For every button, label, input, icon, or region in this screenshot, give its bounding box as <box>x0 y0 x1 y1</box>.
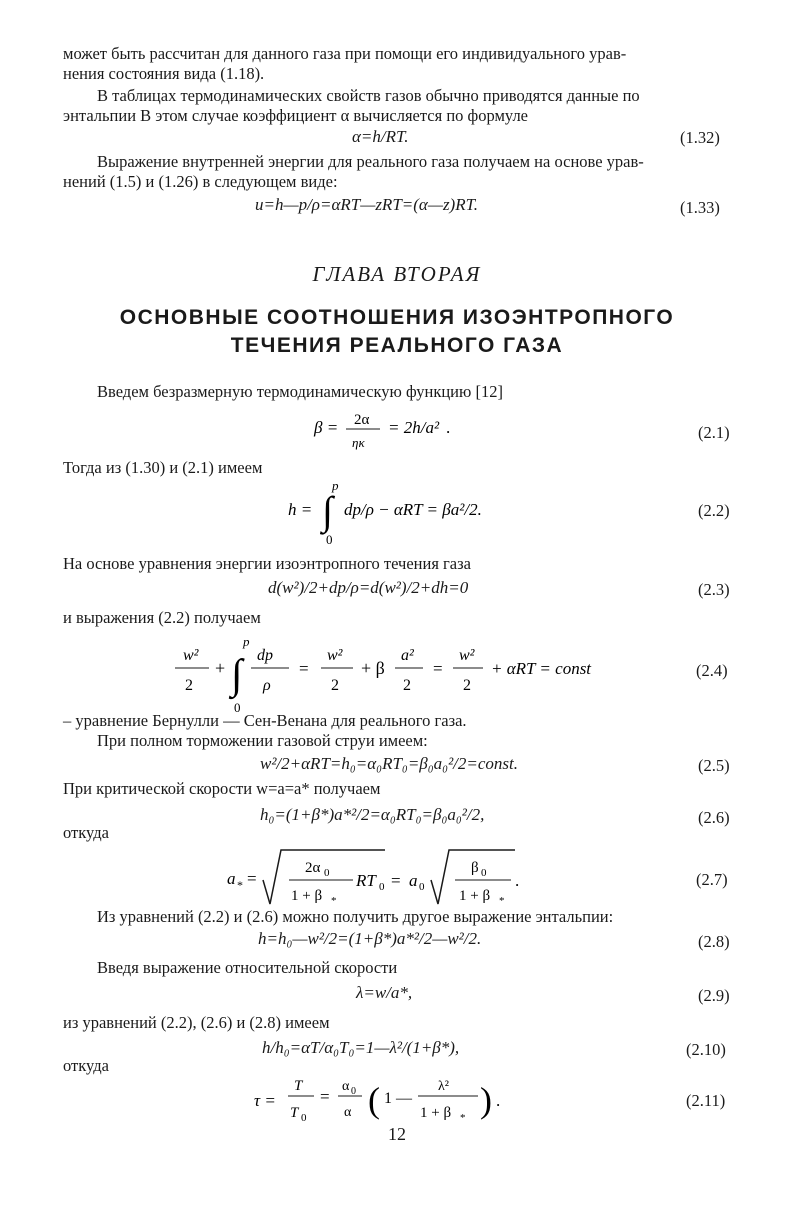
equation-number: (2.9) <box>698 986 730 1005</box>
svg-text:w²: w² <box>183 647 199 664</box>
text-line: энтальпии В этом случае коэффициент α вычисляется по формуле <box>63 106 528 125</box>
equation-number: (2.2) <box>698 501 730 520</box>
svg-text:0: 0 <box>326 532 333 547</box>
text-line: Введя выражение относительной скорости <box>97 958 398 977</box>
equation-2-11 <box>250 1072 530 1132</box>
chapter-heading: ГЛАВА ВТОРАЯ <box>312 262 482 286</box>
svg-text:1 + β: 1 + β <box>291 888 323 904</box>
equation-2-10: h/h₀=αT/α₀T₀=1—λ²/(1+β*), <box>262 1038 460 1057</box>
text-line: В таблицах термодинамических свойств газов обычно приводятся данные по <box>97 86 640 105</box>
text-line: Выражение внутренней энергии для реального газа получаем на основе урав- <box>97 152 644 171</box>
svg-text:RT: RT <box>356 871 376 890</box>
svg-text:λ²: λ² <box>438 1079 449 1094</box>
svg-text:*: * <box>331 895 337 907</box>
equation-number: (2.6) <box>698 808 730 827</box>
svg-text:α: α <box>344 1105 352 1120</box>
svg-text:0: 0 <box>351 1086 356 1097</box>
svg-text:τ =: τ = <box>254 1091 276 1110</box>
svg-text:2α: 2α <box>354 412 370 428</box>
svg-text:h =: h = <box>288 500 313 519</box>
equation-2-9: λ=w/a*, <box>356 983 413 1002</box>
svg-text:0: 0 <box>379 881 385 893</box>
svg-text:1 + β: 1 + β <box>459 888 491 904</box>
svg-text:(: ( <box>368 1080 380 1120</box>
equation-number: (1.33) <box>680 198 720 217</box>
svg-text:2α: 2α <box>305 860 321 876</box>
text-line: нения состояния вида (1.18). <box>63 64 265 83</box>
svg-text:0: 0 <box>481 867 487 879</box>
page-number: 12 <box>388 1124 406 1144</box>
svg-text:a²: a² <box>401 647 414 664</box>
equation-2-6: h₀=(1+β*)a*²/2=α₀RT₀=β₀a₀²/2, <box>260 805 485 824</box>
equation-number: (2.5) <box>698 756 730 775</box>
svg-text:α: α <box>342 1079 350 1094</box>
svg-text:β: β <box>471 860 479 876</box>
equation-number: (2.1) <box>698 423 730 442</box>
svg-text:*: * <box>499 895 505 907</box>
equation-2-5: w²/2+αRT=h₀=α₀RT₀=β₀a₀²/2=const. <box>260 754 519 773</box>
text-line: На основе уравнения энергии изоэнтропного течения газа <box>63 554 471 573</box>
svg-text:β =: β = <box>314 418 339 437</box>
svg-text:T: T <box>290 1105 299 1121</box>
svg-text:=: = <box>433 659 443 678</box>
svg-text:0: 0 <box>301 1112 307 1124</box>
svg-text:ρ: ρ <box>263 677 271 694</box>
svg-text:T: T <box>294 1078 303 1094</box>
text-line: и выражения (2.2) получаем <box>63 608 261 627</box>
text-line: из уравнений (2.2), (2.6) и (2.8) имеем <box>63 1013 330 1032</box>
chapter-title-line1: ОСНОВНЫЕ СООТНОШЕНИЯ ИЗОЭНТРОПНОГО <box>119 306 675 329</box>
svg-text:=: = <box>320 1087 330 1106</box>
equation-2-3: d(w²)/2+dp/ρ=d(w²)/2+dh=0 <box>268 578 469 597</box>
svg-text:1 + β: 1 + β <box>420 1105 452 1121</box>
equation-1-33: u=h—p/ρ=αRT—zRT=(α—z)RT. <box>255 195 479 214</box>
text-line: Из уравнений (2.2) и (2.6) можно получить другое выражение энтальпии: <box>97 907 614 926</box>
svg-text:.: . <box>496 1091 501 1110</box>
svg-text:=: = <box>391 871 401 890</box>
svg-text:dp: dp <box>257 647 273 664</box>
svg-text:): ) <box>480 1080 492 1120</box>
svg-text:= 2h/a²: = 2h/a² <box>388 418 440 437</box>
svg-text:*: * <box>460 1112 466 1124</box>
svg-text:=: = <box>299 659 309 678</box>
svg-text:+ αRT = const: + αRT = const <box>491 659 592 678</box>
equation-number: (2.7) <box>696 870 728 889</box>
equation-number: (2.4) <box>696 661 728 680</box>
equation-number: (2.3) <box>698 580 730 599</box>
equation-2-2 <box>280 472 540 548</box>
svg-text:∫: ∫ <box>322 488 333 533</box>
equation-number: (2.11) <box>686 1091 726 1110</box>
svg-text:0: 0 <box>324 867 330 879</box>
text-line: откуда <box>63 1056 109 1075</box>
svg-text:∫: ∫ <box>231 652 243 698</box>
svg-text:a: a <box>409 871 418 890</box>
svg-text:2: 2 <box>331 677 339 694</box>
equation-2-7 <box>225 840 595 910</box>
svg-text:.: . <box>446 418 451 437</box>
svg-text:2: 2 <box>403 677 411 694</box>
svg-text:+ β: + β <box>361 658 385 678</box>
svg-text:.: . <box>515 871 520 890</box>
text-line: ‒ уравнение Бернулли — Сен-Венана для реального газа. <box>63 711 467 730</box>
svg-text:1 —: 1 — <box>384 1090 412 1107</box>
equation-2-1 <box>300 402 520 452</box>
text-line: Тогда из (1.30) и (2.1) имеем <box>63 458 263 477</box>
text-line: нений (1.5) и (1.26) в следующем виде: <box>63 172 338 191</box>
svg-text:0: 0 <box>419 881 425 893</box>
equation-number: (2.10) <box>686 1040 726 1059</box>
equation-1-32: α=h/RT. <box>352 127 409 146</box>
equation-2-4 <box>165 630 635 714</box>
text-line: При критической скорости w=a=a* получаем <box>63 779 381 798</box>
equation-number: (2.8) <box>698 932 730 951</box>
text-line: Введем безразмерную термодинамическую функцию [12] <box>97 382 503 401</box>
text-line: может быть рассчитан для данного газа при помощи его индивидуального урав- <box>63 44 627 63</box>
svg-text:2: 2 <box>463 677 471 694</box>
svg-text:p: p <box>332 478 339 493</box>
svg-text:dp/ρ − αRT = βa²/2.: dp/ρ − αRT = βa²/2. <box>344 500 482 519</box>
svg-text:p: p <box>243 634 250 649</box>
svg-text:2: 2 <box>185 677 193 694</box>
svg-text:ηκ: ηκ <box>352 435 365 450</box>
equation-2-8: h=h₀—w²/2=(1+β*)a*²/2—w²/2. <box>258 929 482 948</box>
svg-text:a: a <box>227 869 236 888</box>
text-line: откуда <box>63 823 109 842</box>
svg-text:+: + <box>215 658 226 678</box>
equation-number: (1.32) <box>680 128 720 147</box>
svg-text:*: * <box>237 878 243 892</box>
chapter-title-line2: ТЕЧЕНИЯ РЕАЛЬНОГО ГАЗА <box>230 334 564 357</box>
svg-text:w²: w² <box>327 647 343 664</box>
text-line: При полном торможении газовой струи имеем: <box>97 731 428 750</box>
svg-text:0: 0 <box>234 700 241 714</box>
svg-text:=: = <box>247 869 257 888</box>
svg-text:w²: w² <box>459 647 475 664</box>
